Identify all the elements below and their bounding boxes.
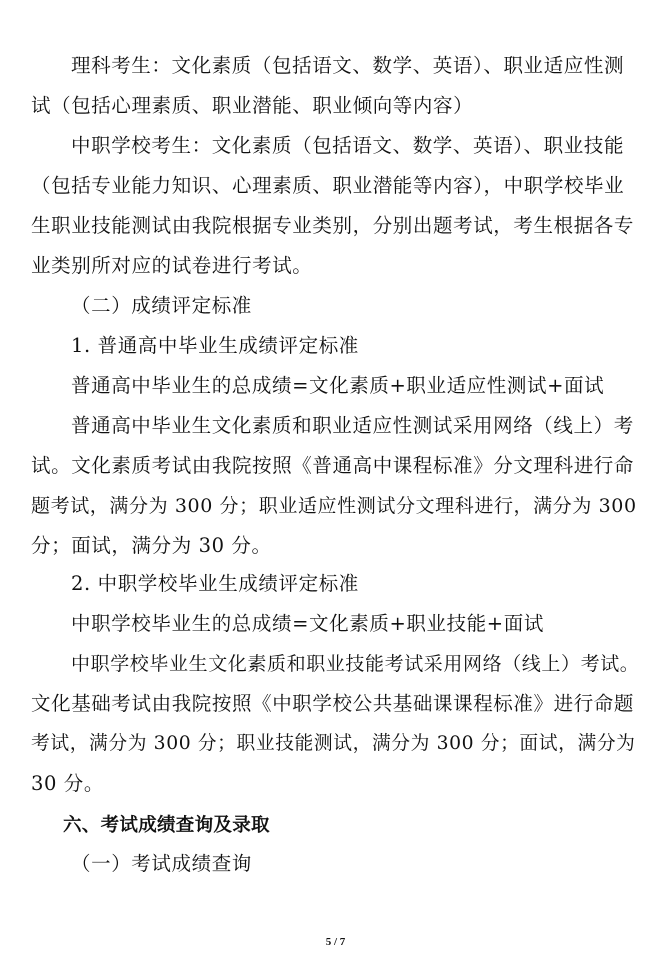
paragraph-line: 中职学校毕业生的总成绩=文化素质+职业技能+面试 bbox=[71, 612, 544, 635]
paragraph-line: 30 分。 bbox=[31, 772, 105, 795]
paragraph-line: 中职学校毕业生文化素质和职业技能考试采用网络（线上）考试。 bbox=[71, 653, 640, 675]
paragraph-line: 业类别所对应的试卷进行考试。 bbox=[31, 254, 313, 277]
subsection-heading: 2. 中职学校毕业生成绩评定标准 bbox=[71, 572, 359, 595]
paragraph-line: 试。文化素质考试由我院按照《普通高中课程标准》分文理科进行命 bbox=[31, 454, 635, 477]
section-heading: （一）考试成绩查询 bbox=[71, 852, 252, 875]
paragraph-line: 分；面试，满分为 30 分。 bbox=[31, 534, 272, 557]
section-heading: （二）成绩评定标准 bbox=[71, 294, 252, 317]
paragraph-line: 试（包括心理素质、职业潜能、职业倾向等内容） bbox=[31, 94, 474, 117]
paragraph-line: 题考试，满分为 300 分；职业适应性测试分文理科进行，满分为 300 bbox=[31, 495, 637, 517]
chapter-heading: 六、考试成绩查询及录取 bbox=[63, 815, 270, 836]
paragraph-line: 普通高中毕业生的总成绩=文化素质+职业适应性测试+面试 bbox=[71, 374, 605, 397]
paragraph-line: 生职业技能测试由我院根据专业类别，分别出题考试，考生根据各专 bbox=[31, 214, 635, 237]
paragraph-line: 理科考生：文化素质（包括语文、数学、英语）、职业适应性测 bbox=[71, 54, 625, 77]
page-number: 5 / 7 bbox=[325, 936, 346, 948]
paragraph-line: 普通高中毕业生文化素质和职业适应性测试采用网络（线上）考 bbox=[71, 414, 634, 437]
paragraph-line: 文化基础考试由我院按照《中职学校公共基础课课程标准》进行命题 bbox=[31, 692, 635, 715]
paragraph-line: （包括专业能力知识、心理素质、职业潜能等内容），中职学校毕业 bbox=[31, 174, 625, 197]
subsection-heading: 1. 普通高中毕业生成绩评定标准 bbox=[71, 334, 359, 357]
paragraph-line: 考试，满分为 300 分；职业技能测试，满分为 300 分；面试，满分为 bbox=[31, 733, 636, 754]
paragraph-line: 中职学校考生：文化素质（包括语文、数学、英语）、职业技能 bbox=[71, 134, 625, 157]
